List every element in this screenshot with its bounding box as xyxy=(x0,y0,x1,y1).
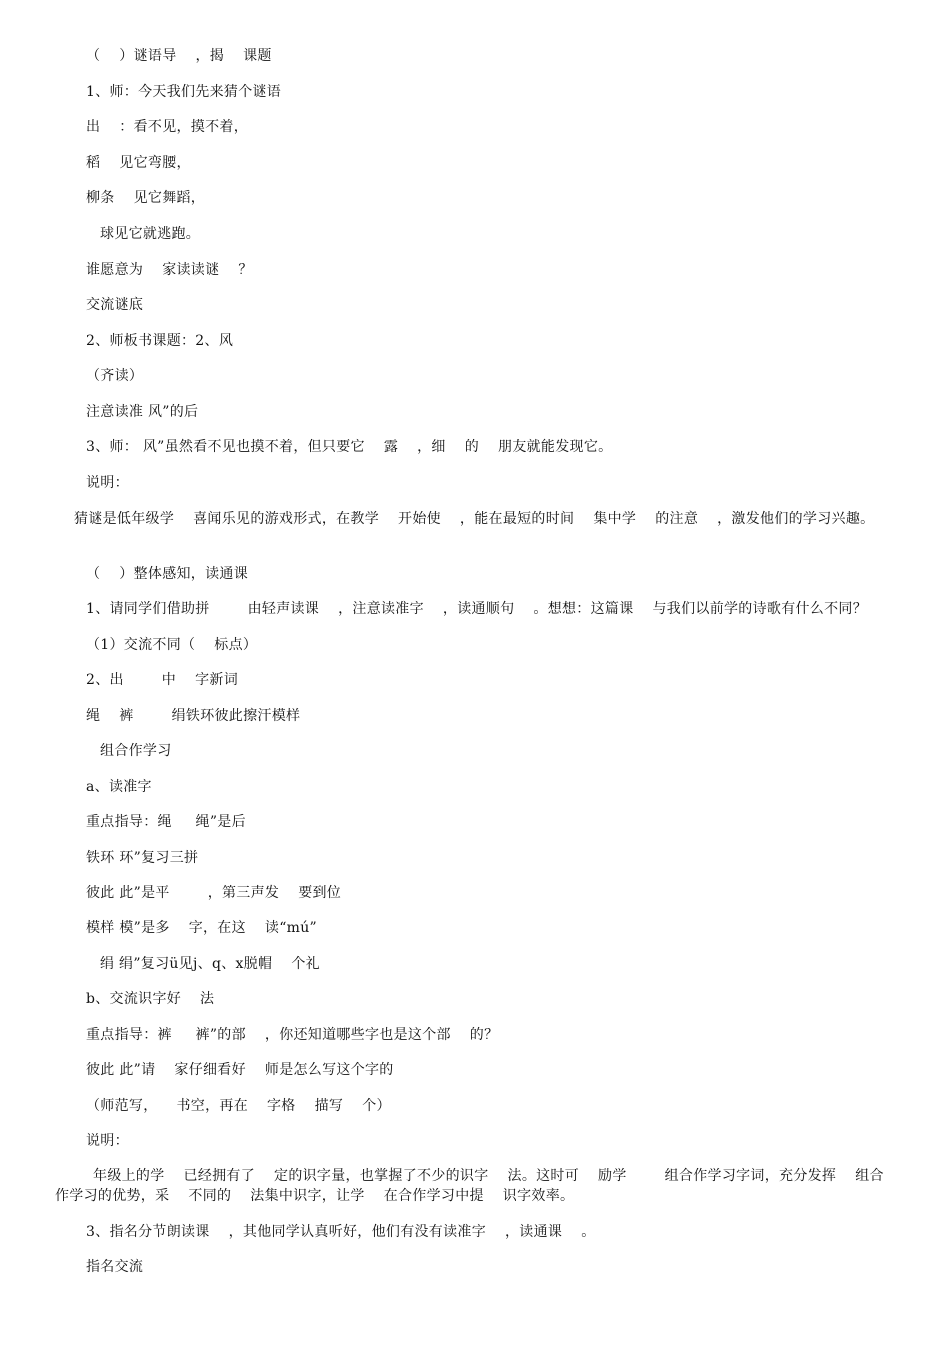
section-heading-overview: （ ）整体感知，读通课 xyxy=(86,566,248,582)
text-line: 柳条 见它舞蹈， xyxy=(86,190,206,206)
text-line: 1、师：今天我们先来猜个谜语 xyxy=(86,84,282,100)
text-line: （1）交流不同（ 标点） xyxy=(86,637,258,653)
text-line: 重点指导：绳 绳”是后 xyxy=(86,814,246,830)
text-line: 组合作学习 xyxy=(100,743,172,759)
text-line: 彼此 此”是平 ，第三声发 要到位 xyxy=(86,885,342,901)
text-line: b、交流识字好 法 xyxy=(86,991,215,1007)
text-line: 1、请同学们借助拼 由轻声读课 ，注意读准字 ，读通顺句 。想想：这篇课 与我们以前学的诗歌有什么不同？ xyxy=(86,601,868,617)
text-line: a、读准字 xyxy=(86,779,152,795)
note-label: 说明： xyxy=(86,475,129,491)
text-line: 出 ：看不见，摸不着， xyxy=(86,119,248,135)
text-line: （师范写， 书空，再在 字格 描写 个） xyxy=(86,1098,391,1114)
text-line: 交流谜底 xyxy=(86,297,144,313)
text-line: 绢 绢”复习ü见j、q、x脱帽 个礼 xyxy=(100,956,320,972)
text-line: 稻 见它弯腰， xyxy=(86,155,191,171)
text-line: （齐读） xyxy=(86,368,144,384)
note-paragraph: 年级上的学 已经拥有了 定的识字量，也掌握了不少的识字 法。这时可 励学 组合作学习字词，充分发挥 组合作学习的优势，采 不同的 法集中识字，让学 在合作学习中提 识字效率。 xyxy=(55,1168,884,1204)
text-line: 2、师板书课题：2、风 xyxy=(86,333,234,349)
section-heading-riddle: （ ）谜语导 ，揭 课题 xyxy=(86,48,272,64)
text-line: 2、出 中 字新词 xyxy=(86,672,239,688)
text-line: 绳 裤 绢铁环彼此擦汗模样 xyxy=(86,708,301,724)
text-line: 指名交流 xyxy=(86,1259,144,1275)
text-line: 注意读准 风”的后 xyxy=(86,404,199,420)
text-line: 谁愿意为 家读读谜 ？ xyxy=(86,262,253,278)
text-line: 球见它就逃跑。 xyxy=(100,226,201,242)
text-line: 重点指导：裤 裤”的部 ，你还知道哪些字也是这个部 的？ xyxy=(86,1027,499,1043)
note-label: 说明： xyxy=(86,1133,129,1149)
note-paragraph: 猜谜是低年级学 喜闻乐见的游戏形式，在教学 开始使 ，能在最短的时间 集中学 的注意 ，激发他们的学习兴趣。 xyxy=(55,511,875,527)
text-line: 3、指名分节朗读课 ，其他同学认真听好，他们有没有读准字 ，读通课 。 xyxy=(86,1224,596,1240)
text-line: 铁环 环”复习三拼 xyxy=(86,850,199,866)
text-line: 模样 模”是多 字，在这 读“mú” xyxy=(86,920,318,936)
text-line: 彼此 此”请 家仔细看好 师是怎么写这个字的 xyxy=(86,1062,394,1078)
text-line: 3、师： 风”虽然看不见也摸不着，但只要它 露 ，细 的 朋友就能发现它。 xyxy=(86,439,613,455)
